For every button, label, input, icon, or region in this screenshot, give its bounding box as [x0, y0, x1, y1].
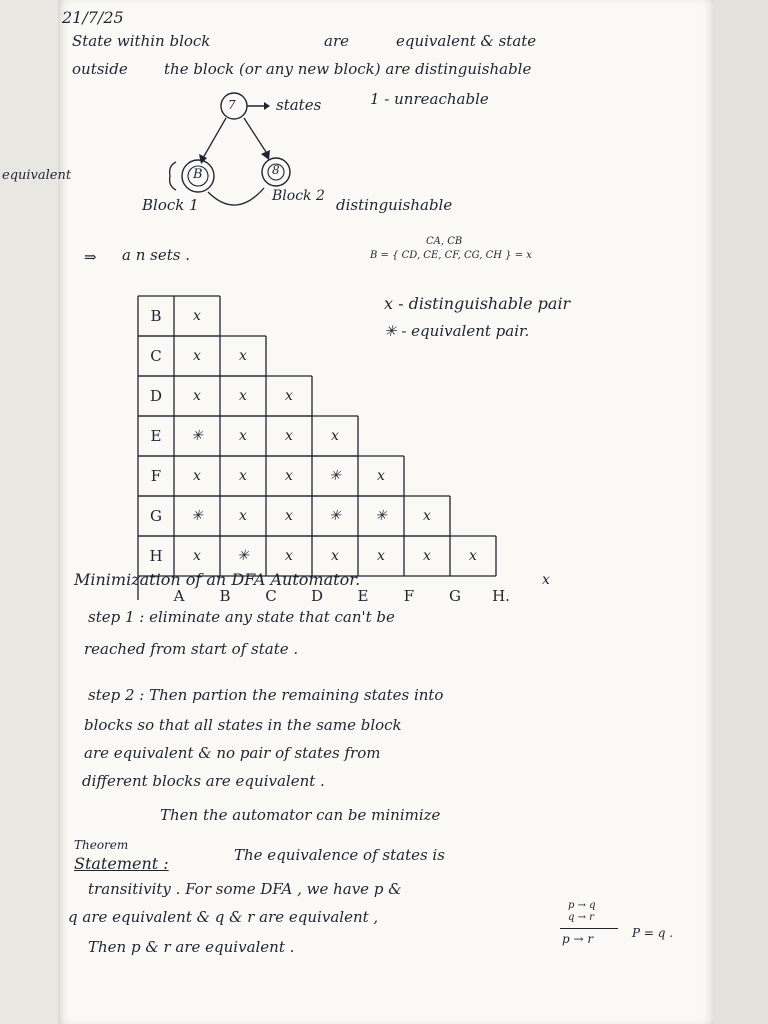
column-label: B — [219, 587, 231, 605]
step1-line-b: reached from start of state . — [84, 640, 299, 658]
intro-line1-b: are — [324, 32, 349, 50]
block1-label: Block 1 — [142, 196, 199, 214]
left-block-node: B — [193, 167, 203, 182]
equivalent-label: equivalent — [2, 168, 72, 183]
corner-mark: x — [542, 572, 550, 588]
step1-line-a: step 1 : eliminate any state that can't be — [88, 608, 395, 626]
theorem-label: Theorem — [74, 838, 129, 852]
intro-line2-b: the block (or any new block) are distinguishable — [164, 60, 532, 78]
theorem-line2: q are equivalent & q & r are equivalent , — [68, 908, 379, 926]
table-cell: ✳ — [375, 508, 387, 524]
table-cell: x — [239, 508, 247, 524]
implies-arrow: ⇒ — [84, 248, 97, 266]
table-cell: x — [193, 548, 201, 564]
background-right — [714, 0, 768, 1024]
intro-line1-c: equivalent & state — [396, 32, 537, 50]
frac-bottom: p → r — [562, 932, 594, 946]
frac-top2: q → r — [568, 912, 594, 923]
distinguishable-label: distinguishable — [336, 196, 453, 214]
sets-note-top: CA, CB — [426, 236, 463, 247]
table-cell: x — [285, 508, 293, 524]
frac-bar — [560, 928, 618, 929]
theorem-line1b: transitivity . For some DFA , we have p & — [88, 880, 402, 898]
block2-label: Block 2 — [272, 188, 325, 204]
table-cell: x — [239, 388, 247, 404]
table-cell: x — [285, 428, 293, 444]
step2-line-d: different blocks are equivalent . — [82, 772, 325, 790]
legend-equivalent: ✳ - equivalent pair. — [384, 322, 530, 340]
states-label: states — [276, 96, 322, 114]
statement-label: Statement : — [74, 854, 169, 873]
column-label: H. — [492, 587, 510, 605]
sets-text: a n sets . — [122, 246, 190, 264]
column-label: E — [357, 587, 369, 605]
then-line: Then the automator can be minimize — [160, 806, 441, 824]
theorem-side-note: P = q . — [632, 926, 674, 940]
row-label: F — [150, 467, 162, 485]
sets-note: B = { CD, CE, CF, CG, CH } = x — [370, 250, 532, 261]
table-cell: ✳ — [237, 548, 249, 564]
table-cell: x — [285, 388, 293, 404]
table-cell: x — [285, 468, 293, 484]
column-label: F — [403, 587, 415, 605]
table-cell: x — [423, 508, 431, 524]
intro-line2-a: outside — [72, 60, 128, 78]
step2-line-c: are equivalent & no pair of states from — [84, 744, 381, 762]
row-label: D — [149, 387, 163, 405]
table-cell: x — [239, 428, 247, 444]
notebook-page — [2, 0, 714, 1024]
theorem-line3: Then p & r are equivalent . — [88, 938, 295, 956]
right-block-node: 8 — [272, 163, 280, 177]
table-cell: x — [285, 548, 293, 564]
date: 21/7/25 — [62, 8, 124, 27]
table-cell: ✳ — [329, 508, 341, 524]
intro-line1-a: State within block — [72, 32, 211, 50]
step2-line-b: blocks so that all states in the same block — [84, 716, 402, 734]
frac-top1: p → q — [568, 900, 596, 911]
table-cell: x — [193, 308, 201, 324]
row-label: G — [150, 507, 162, 525]
legend-distinguishable: x - distinguishable pair — [384, 294, 571, 313]
table-cell: x — [193, 388, 201, 404]
table-cell: x — [423, 548, 431, 564]
table-cell: x — [377, 468, 385, 484]
table-cell: x — [331, 428, 339, 444]
table-cell: ✳ — [191, 508, 203, 524]
column-label: A — [173, 587, 185, 605]
column-label: D — [310, 587, 324, 605]
top-node-label: 7 — [228, 98, 236, 112]
row-label: C — [150, 347, 162, 365]
step2-line-a: step 2 : Then partion the remaining states into — [88, 686, 444, 704]
unreachable-note: 1 - unreachable — [370, 90, 489, 108]
row-label: B — [150, 307, 162, 325]
table-cell: x — [331, 548, 339, 564]
column-label: C — [265, 587, 277, 605]
table-cell: ✳ — [329, 468, 341, 484]
table-cell: x — [239, 348, 247, 364]
theorem-line1: The equivalence of states is — [234, 846, 445, 864]
row-label: E — [150, 427, 162, 445]
table-cell: x — [469, 548, 477, 564]
section-title: Minimization of an DFA Automator. — [74, 570, 361, 589]
column-label: G — [449, 587, 461, 605]
row-label: H — [149, 547, 163, 565]
table-cell: x — [193, 348, 201, 364]
table-cell: x — [377, 548, 385, 564]
table-cell: x — [193, 468, 201, 484]
background-left — [0, 0, 58, 1024]
table-cell: ✳ — [191, 428, 203, 444]
table-cell: x — [239, 468, 247, 484]
